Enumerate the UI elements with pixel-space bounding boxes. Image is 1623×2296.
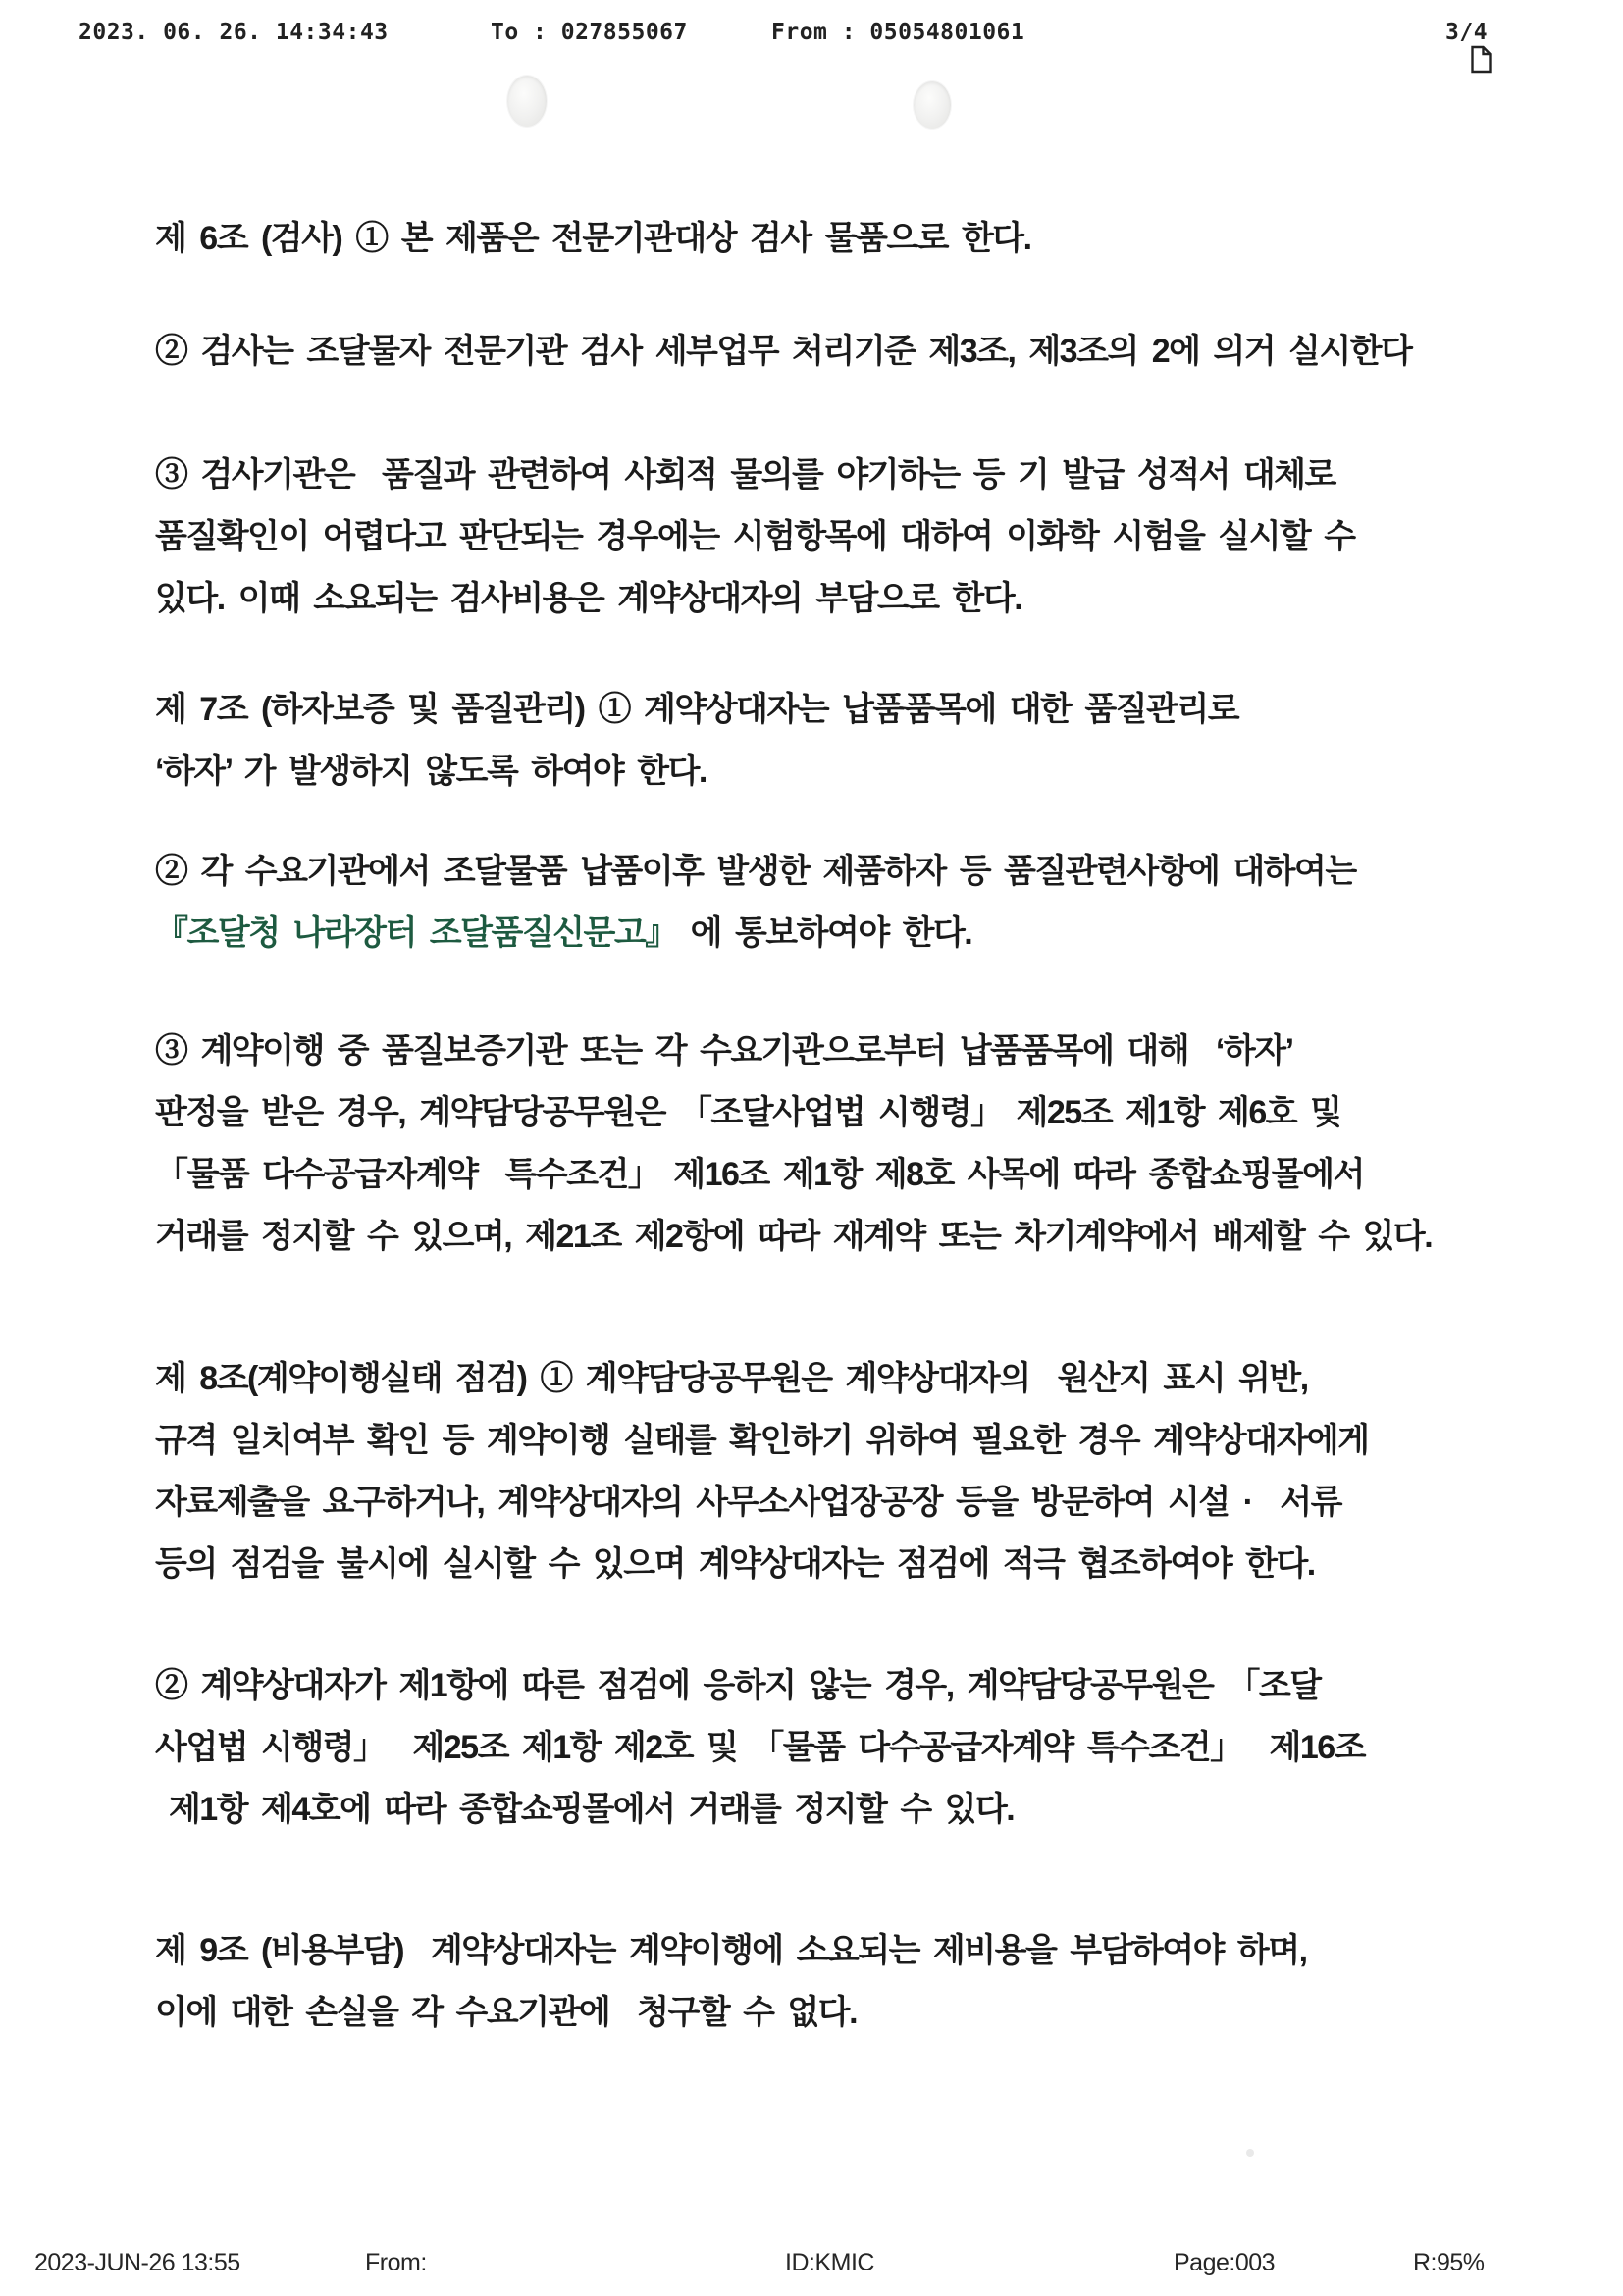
text-line	[155, 903, 1490, 965]
text-line	[155, 1410, 1490, 1472]
text-line	[155, 841, 1490, 903]
paragraph	[155, 1020, 1490, 1268]
text-line	[155, 568, 1490, 630]
article-title: 제 6조 (검사)	[155, 220, 356, 257]
header-page-indicator: 3/4	[1445, 20, 1489, 45]
text-segment: ② 각 수요기관에서 조달물품 납품이후 발생한 제품하자 등 품질관련사항에 대하여는	[155, 853, 1356, 890]
paragraph	[155, 444, 1490, 630]
text-line	[155, 741, 1490, 803]
text-segment: ‘하자’ 가 발생하지 않도록 하여야 한다.	[155, 753, 707, 790]
text-line	[155, 321, 1490, 383]
text-segment: ② 계약상대자가 제1항에 따른 점검에 응하지 않는 경우, 계약담당공무원은 「조달	[155, 1667, 1321, 1704]
paragraph	[155, 1348, 1490, 1595]
footer-from-label: From:	[365, 2249, 427, 2276]
text-segment: 있다. 이때 소요되는 검사비용은 계약상대자의 부담으로 한다.	[155, 580, 1022, 617]
article-title: 제 9조 (비용부담)	[155, 1932, 417, 1969]
text-line	[155, 1534, 1490, 1595]
text-segment: 「물품 다수공급자계약 특수조건」 제16조 제1항 제8호 사목에 따라 종합쇼핑몰에서	[155, 1156, 1364, 1193]
text-segment: 거래를 정지할 수 있으며, 제21조 제2항에 따라 재계약 또는 차기계약에서 배제할 수 있다.	[155, 1218, 1433, 1255]
text-line	[155, 444, 1490, 506]
text-segment: 이에 대한 손실을 각 수요기관에 청구할 수 없다.	[155, 1994, 858, 2031]
footer-station-id: ID:KMIC	[785, 2249, 874, 2276]
text-segment: 자료제출을 요구하거나, 계약상대자의 사무소사업장공장 등을 방문하여 시설 · 서류	[155, 1484, 1341, 1521]
text-segment: ③ 검사기관은 품질과 관련하여 사회적 물의를 야기하는 등 기 발급 성적서 대체로	[155, 456, 1335, 494]
text-line	[155, 1082, 1490, 1144]
text-segment: 품질확인이 어렵다고 판단되는 경우에는 시험항목에 대하여 이화학 시험을 실시할 수	[155, 518, 1355, 555]
text-line	[155, 1020, 1490, 1082]
text-segment: ① 본 제품은 전문기관대상 검사 물품으로 한다.	[355, 220, 1031, 257]
green-bracket-text: 『조달청 나라장터 조달품질신문고』	[155, 914, 677, 952]
text-line	[155, 1920, 1490, 1982]
text-segment: ① 계약상대자는 납품품목에 대한 품질관리로	[598, 691, 1239, 728]
text-line	[155, 1206, 1490, 1268]
text-segment: 제1항 제4호에 따라 종합쇼핑몰에서 거래를 정지할 수 있다.	[155, 1791, 1015, 1828]
text-line	[155, 208, 1490, 270]
article-title: 제 7조 (하자보증 및 품질관리)	[155, 691, 599, 728]
paragraph	[155, 208, 1490, 270]
text-line	[155, 1144, 1490, 1206]
paragraph	[155, 1920, 1490, 2044]
paragraph	[155, 679, 1490, 803]
header-datetime: 2023. 06. 26. 14:34:43	[79, 20, 389, 45]
article-title: 제 8조(계약이행실태 점검)	[155, 1360, 541, 1397]
text-segment: 에 통보하여야 한다.	[676, 914, 972, 952]
footer-datetime: 2023-JUN-26 13:55	[34, 2249, 240, 2276]
paragraph	[155, 1655, 1490, 1841]
text-line	[155, 1348, 1490, 1410]
header-to-number: To : 027855067	[491, 20, 688, 45]
footer-resolution: R:95%	[1413, 2249, 1485, 2276]
paragraph	[155, 841, 1490, 965]
text-segment: 등의 점검을 불시에 실시할 수 있으며 계약상대자는 점검에 적극 협조하여야 한다.	[155, 1545, 1315, 1583]
text-line	[155, 679, 1490, 741]
text-line	[155, 1655, 1490, 1717]
text-line	[155, 1982, 1490, 2044]
text-line	[155, 1717, 1490, 1779]
footer-page-number: Page:003	[1174, 2249, 1276, 2276]
text-segment: 규격 일치여부 확인 등 계약이행 실태를 확인하기 위하여 필요한 경우 계약상대자에게	[155, 1422, 1369, 1459]
text-segment: ② 검사는 조달물자 전문기관 검사 세부업무 처리기준 제3조, 제3조의 2에 의거 실시한다	[155, 333, 1412, 370]
text-segment: 사업법 시행령」 제25조 제1항 제2호 및 「물품 다수공급자계약 특수조건」 제16조	[155, 1729, 1365, 1766]
text-segment: ③ 계약이행 중 품질보증기관 또는 각 수요기관으로부터 납품품목에 대해 ‘하자’	[155, 1032, 1293, 1070]
text-segment: 판정을 받은 경우, 계약담당공무원은 「조달사업법 시행령」 제25조 제1항 제6호 및	[155, 1094, 1341, 1131]
text-line	[155, 1472, 1490, 1534]
paragraph	[155, 321, 1490, 383]
text-segment: ① 계약담당공무원은 계약상대자의 원산지 표시 위반,	[540, 1360, 1308, 1397]
text-line	[155, 506, 1490, 568]
text-line	[155, 1779, 1490, 1841]
text-segment: 계약상대자는 계약이행에 소요되는 제비용을 부담하여야 하며,	[416, 1932, 1307, 1969]
header-from-number: From : 05054801061	[771, 20, 1025, 45]
